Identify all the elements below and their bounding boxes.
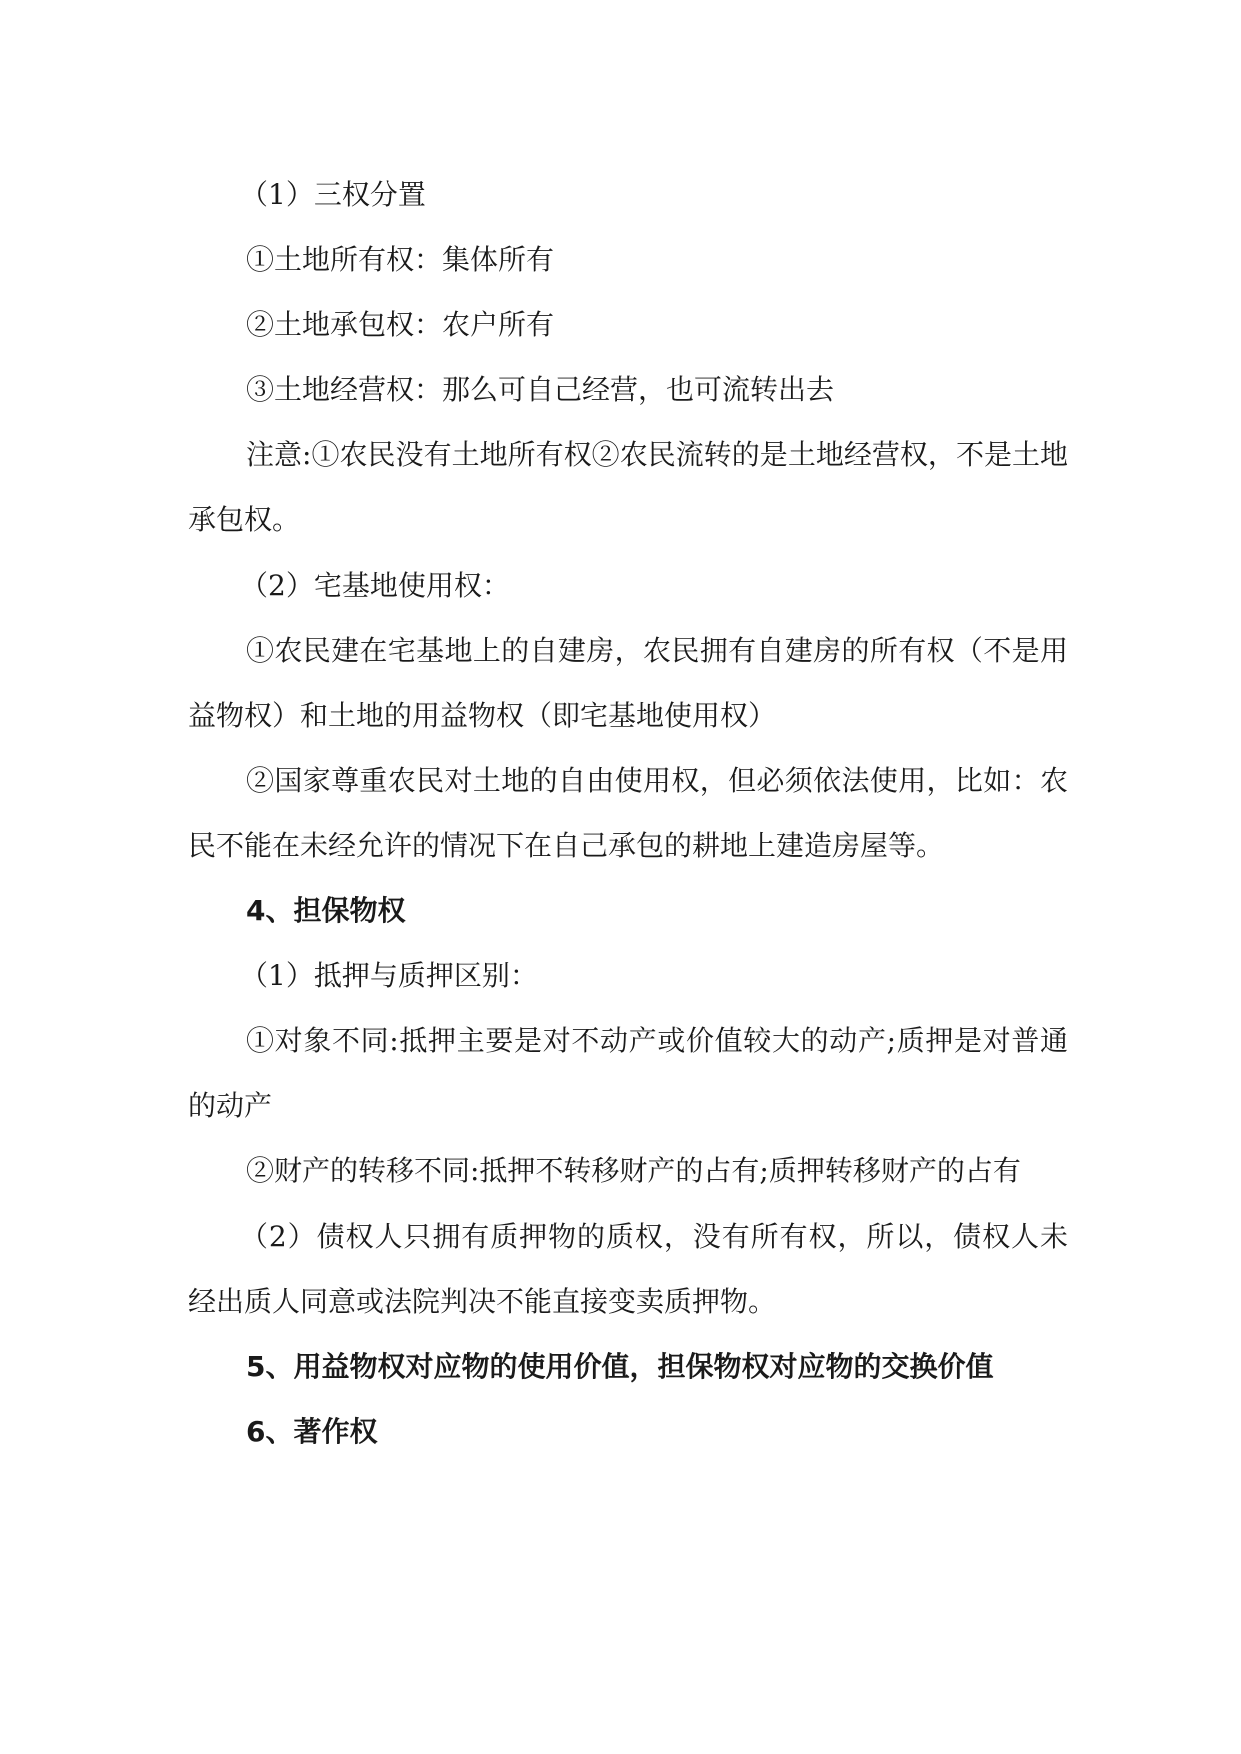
subsection-homestead: （2）宅基地使用权： [240,568,510,602]
note-paragraph: 注意:①农民没有土地所有权②农民流转的是土地经营权，不是土地承包权。 [188,438,1068,537]
list-item-land-contract: ②土地承包权：农户所有 [246,308,555,342]
paragraph-creditor-rights: （2）债权人只拥有质押物的质权，没有所有权，所以，债权人未经出质人同意或法院判决不能直接变卖质押物。 [188,1219,1068,1318]
document-body [188,162,1068,1464]
section-heading-value-correspondence: 5、用益物权对应物的使用价值，担保物权对应物的交换价值 [246,1349,994,1383]
list-item-land-ownership: ①土地所有权：集体所有 [246,243,555,277]
subsection-mortgage-pledge: （1）抵押与质押区别： [240,959,538,993]
list-item-self-built-house: ①农民建在宅基地上的自建房，农民拥有自建房的所有权（不是用益物权）和土地的用益物权（即宅基地使用权） [188,633,1068,732]
section-heading-copyright: 6、著作权 [246,1414,378,1448]
list-item-land-management: ③土地经营权：那么可自己经营，也可流转出去 [246,373,835,407]
subsection-three-rights: （1）三权分置 [240,178,426,211]
list-item-land-use-law: ②国家尊重农民对土地的自由使用权，但必须依法使用，比如：农民不能在未经允许的情况下在自己承包的耕地上建造房屋等。 [188,763,1068,862]
list-item-object-difference: ①对象不同:抵押主要是对不动产或价值较大的动产;质押是对普通的动产 [188,1024,1068,1123]
list-item-transfer-difference: ②财产的转移不同:抵押不转移财产的占有;质押转移财产的占有 [246,1154,1021,1188]
section-heading-security-rights: 4、担保物权 [246,894,406,928]
